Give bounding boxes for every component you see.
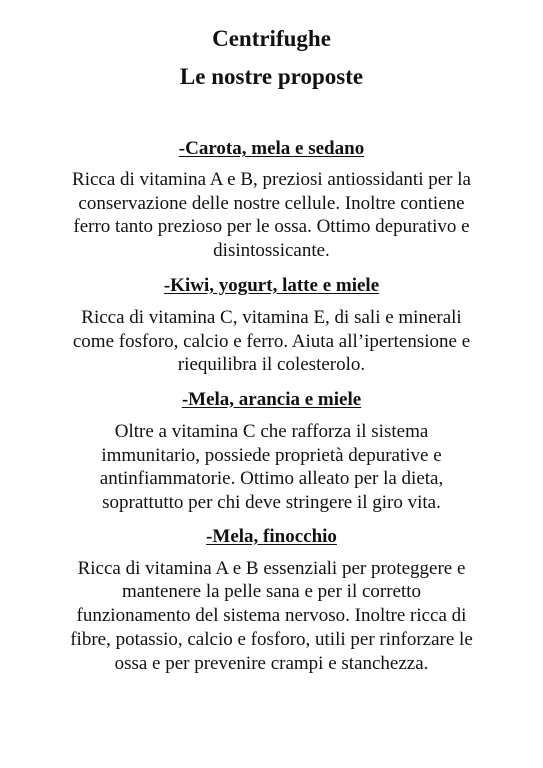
recipe-section <box>18 525 525 676</box>
text-line: fibre, potassio, calcio e fosforo, utili per rinforzare le <box>70 628 473 650</box>
text-line: antinfiammatorie. Ottimo alleato per la dieta, <box>99 468 444 490</box>
recipe-section <box>18 137 525 263</box>
text-line: disintossicante. <box>213 240 330 262</box>
text-line: Ricca di vitamina A e B essenziali per proteggere e <box>77 557 466 579</box>
text-line: Ricca di vitamina A e B, preziosi antiossidanti per la <box>72 169 471 190</box>
text-line: funzionamento del sistema nervoso. Inoltre ricca di <box>76 605 467 627</box>
text-line: mantenere la pelle sana e per il corretto <box>121 581 422 603</box>
text-line: Ricca di vitamina C, vitamina E, di sali e minerali <box>81 306 462 328</box>
document-subtitle: Le nostre proposte <box>179 64 364 89</box>
text-line: Oltre a vitamina C che rafforza il sistema <box>114 420 429 442</box>
text-line: come fosforo, calcio e ferro. Aiuta all’ipertensione e <box>72 330 471 352</box>
text-line: riequilibra il colesterolo. <box>177 354 366 376</box>
text-line: immunitario, possiede proprietà depurative e <box>101 444 442 466</box>
recipe-description <box>18 168 525 263</box>
recipe-heading-kiwi-yogurt-latte-miele: -Kiwi, yogurt, latte e miele <box>163 274 380 296</box>
document-title: Centrifughe <box>212 26 331 51</box>
recipe-description <box>18 557 525 676</box>
recipe-description <box>18 420 525 515</box>
text-line: ossa e per prevenire crampi e stanchezza. <box>114 652 429 674</box>
recipe-heading-mela-arancia-miele: -Mela, arancia e miele <box>181 388 362 410</box>
recipe-section <box>18 388 525 515</box>
text-line: ferro tanto prezioso per le ossa. Ottimo depurativo e <box>73 216 470 238</box>
recipe-heading-mela-finocchio: -Mela, finocchio <box>206 525 337 547</box>
recipe-description <box>18 306 525 377</box>
recipe-heading-carota-mela-sedano: -Carota, mela e sedano <box>178 138 365 159</box>
recipe-section <box>18 274 525 377</box>
text-line: conservazione delle nostre cellule. Inoltre contiene <box>78 192 465 214</box>
text-line: soprattutto per chi deve stringere il giro vita. <box>102 492 441 514</box>
